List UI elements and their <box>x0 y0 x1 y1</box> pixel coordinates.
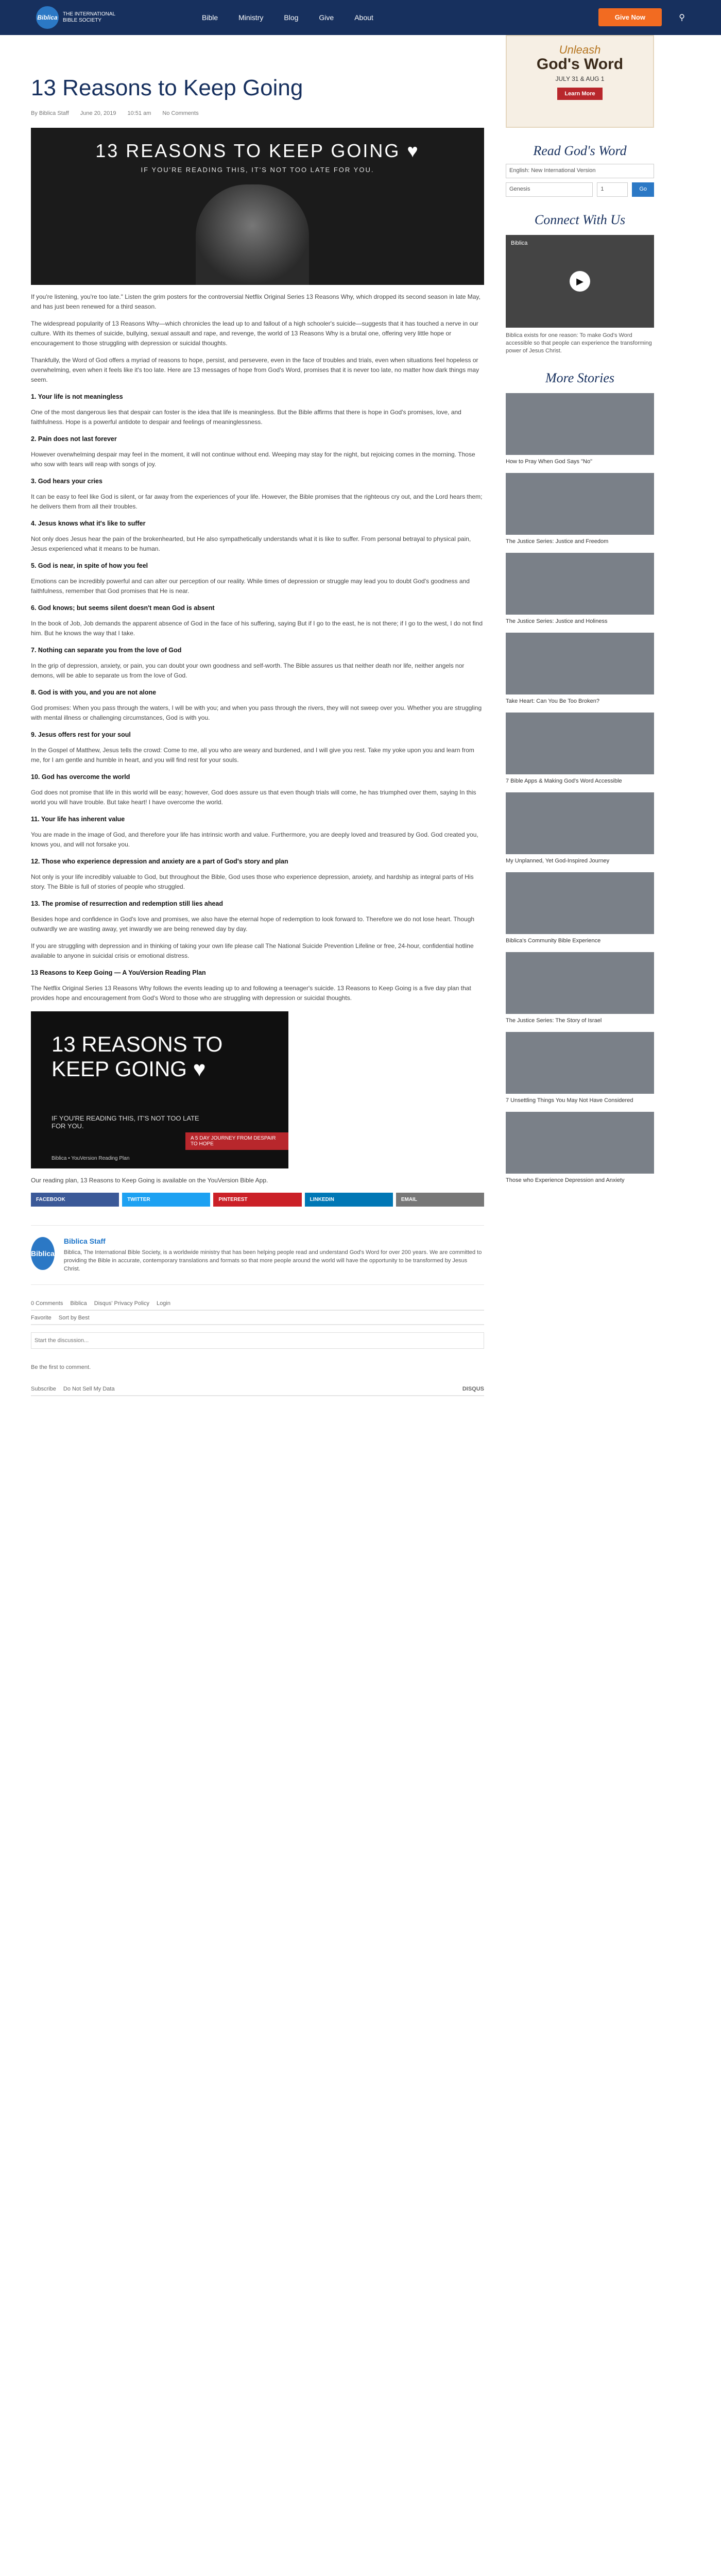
hero-image <box>31 128 484 285</box>
story-card[interactable] <box>506 393 654 466</box>
reason-paragraph: Besides hope and confidence in God's love and promises, we also have the eternal hope of redemption to look forward to. Therefore we do not lose heart. Though outwardly we are wasting away, yet inwardly we are being renewed day by day. <box>31 916 475 933</box>
story-title[interactable]: The Justice Series: Justice and Freedom <box>506 538 609 545</box>
book-select[interactable]: Genesis <box>506 182 593 197</box>
reason-paragraph: It can be easy to feel like God is silent, or far away from the experiences of your life. However, the Bible promises that the righteous cry out, and the Lord hears them; he delivers them from all their troubles. <box>31 493 483 510</box>
story-card[interactable] <box>506 952 654 1025</box>
story-title[interactable]: Biblica's Community Bible Experience <box>506 938 601 944</box>
reason-paragraph: Not only is your life incredibly valuable to God, but throughout the Bible, God uses those who experience depression, anxiety, and hardship as integral parts of His story. The Bible is full of stories of people who struggled. <box>31 873 474 890</box>
hero-image-title: 13 REASONS TO KEEP GOING ♥ <box>95 140 420 161</box>
intro-paragraph: The widespread popularity of 13 Reasons Why—which chronicles the lead up to and fallout of a high schooler's suicide—suggests that it has touched a nerve in our culture. With its themes of suicide, bullying, sexual assault and rape, and revenge, the world of 13 Reasons Why is a brutal one, offering very little hope or encouragement to those struggling with depression or suicidal thoughts. <box>31 320 478 347</box>
reason-paragraph: In the Gospel of Matthew, Jesus tells the crowd: Come to me, all you who are weary and burdened, and I will give you rest. Take my yoke upon you and learn from me, for I am gentle and humble in heart, and you will find rest for your souls. <box>31 747 474 764</box>
closing-paragraph: If you are struggling with depression and in thinking of taking your own life please call The National Suicide Prevention Lifeline or free, 24-hour, confidential hotline available to anyone in suicidal crisis or emotional distress. <box>31 942 474 959</box>
story-thumbnail[interactable] <box>506 473 654 535</box>
hero-photo-figure <box>196 184 309 285</box>
story-card[interactable] <box>506 633 654 705</box>
story-thumbnail[interactable] <box>506 1032 654 1094</box>
nav-item-blog[interactable]: Blog <box>284 13 299 22</box>
reason-paragraph: In the book of Job, Job demands the apparent absence of God in the face of his suffering, saying But if I go to the east, he is not there; if I go to the west, I do not find him. But he knows the way that I take. <box>31 620 483 637</box>
read-gods-word-heading: Read God's Word <box>533 143 627 158</box>
comment-count-link[interactable]: No Comments <box>162 110 199 116</box>
nav-item-give[interactable]: Give <box>319 13 334 22</box>
give-now-button[interactable]: Give Now <box>598 8 662 26</box>
comments-section <box>31 1300 484 1396</box>
reason-paragraph: In the grip of depression, anxiety, or pain, you can doubt your own goodness and self-worth. The Bible assures us that neither death nor life, neither angels nor demons, will be able to separate us from the love of God. <box>31 662 465 679</box>
story-title[interactable]: My Unplanned, Yet God-Inspired Journey <box>506 858 610 864</box>
article-body <box>31 292 484 1185</box>
avatar[interactable]: Biblica <box>31 1237 55 1270</box>
more-stories-heading: More Stories <box>545 370 615 385</box>
story-thumbnail[interactable] <box>506 872 654 934</box>
story-title[interactable]: The Justice Series: Justice and Holiness <box>506 618 608 624</box>
share-button-linkedin[interactable]: LINKEDIN <box>305 1193 393 1207</box>
privacy-link[interactable]: Disqus' Privacy Policy <box>94 1300 150 1307</box>
login-button[interactable]: Login <box>157 1300 170 1307</box>
reason-paragraph: One of the most dangerous lies that despair can foster is the idea that life is meaningless. But the Bible affirms that there is hope in God's promises, love, and faithfulness. Hope is a powerful antidote to despair and feelings of meaninglessness. <box>31 409 461 426</box>
article-meta <box>31 110 484 116</box>
video-embed[interactable] <box>506 235 654 328</box>
reason-heading: 8. God is with you, and you are not alone <box>31 689 157 696</box>
share-button-facebook[interactable]: FACEBOOK <box>31 1193 119 1207</box>
post-time: 10:51 am <box>127 110 151 116</box>
story-title[interactable]: 7 Unsettling Things You May Not Have Considered <box>506 1097 633 1104</box>
plan-image-badge: A 5 DAY JOURNEY FROM DESPAIR TO HOPE <box>185 1132 288 1150</box>
story-card[interactable] <box>506 553 654 625</box>
story-thumbnail[interactable] <box>506 393 654 455</box>
story-thumbnail[interactable] <box>506 553 654 615</box>
intro-paragraph: If you're listening, you're too late." Listen the grim posters for the controversial Netflix Original Series 13 Reasons Why, which dropped its second season in late May, and has just been renewed for a third season. <box>31 293 480 310</box>
reason-paragraph: Emotions can be incredibly powerful and can alter our perception of our reality. While times of depression or struggle may lead you to doubt God's goodness and faithfulness, remember that God promises that He is near. <box>31 578 470 595</box>
author-link[interactable]: By Biblica Staff <box>31 110 69 116</box>
story-title[interactable]: The Justice Series: The Story of Israel <box>506 1018 602 1024</box>
story-thumbnail[interactable] <box>506 1112 654 1174</box>
nav-item-about[interactable]: About <box>354 13 373 22</box>
story-thumbnail[interactable] <box>506 952 654 1014</box>
do-not-sell-link[interactable]: Do Not Sell My Data <box>63 1386 115 1392</box>
story-title[interactable]: Those who Experience Depression and Anxiety <box>506 1177 625 1183</box>
play-icon[interactable]: ▶ <box>570 271 590 292</box>
reason-paragraph: However overwhelming despair may feel in the moment, it will not continue without end. Weeping may stay for the night, but rejoicing comes in the morning. Those who sow with tears will reap with songs of joy. <box>31 451 475 468</box>
sort-dropdown[interactable]: Sort by Best <box>58 1315 90 1321</box>
reason-heading: 13. The promise of resurrection and redemption still lies ahead <box>31 900 224 907</box>
story-title[interactable]: 7 Bible Apps & Making God's Word Accessible <box>506 778 622 784</box>
story-card[interactable] <box>506 792 654 865</box>
reason-heading: 6. God knows; but seems silent doesn't mean God is absent <box>31 604 215 612</box>
go-button[interactable]: Go <box>632 182 654 197</box>
share-bar <box>31 1193 484 1207</box>
story-card[interactable] <box>506 1112 654 1184</box>
share-button-email[interactable]: EMAIL <box>396 1193 484 1207</box>
favorite-button[interactable]: Favorite <box>31 1315 52 1321</box>
reason-heading: 10. God has overcome the world <box>31 773 130 781</box>
comment-input[interactable] <box>31 1332 484 1349</box>
reading-plan-image[interactable] <box>31 1011 288 1168</box>
reasons-list <box>31 393 484 934</box>
post-date: June 20, 2019 <box>80 110 116 116</box>
story-card[interactable] <box>506 872 654 945</box>
logo-text: THE INTERNATIONAL BIBLE SOCIETY <box>63 11 115 23</box>
event-ad[interactable] <box>506 35 654 128</box>
reason-heading: 3. God hears your cries <box>31 478 102 485</box>
ad-dates: JULY 31 & AUG 1 <box>555 75 605 82</box>
biblica-logo[interactable] <box>36 6 119 29</box>
site-name[interactable]: Biblica <box>70 1300 87 1307</box>
reason-paragraph: You are made in the image of God, and therefore your life has intrinsic worth and value. Furthermore, you are deeply loved and treasured by God. God created you, knows you, and will not forsake you. <box>31 831 478 848</box>
author-name[interactable]: Biblica Staff <box>63 1237 106 1245</box>
ad-line-1: Unleash <box>559 43 601 56</box>
author-box <box>31 1225 484 1285</box>
version-select[interactable]: English: New International Version <box>506 164 654 178</box>
reason-heading: 7. Nothing can separate you from the love of God <box>31 647 182 654</box>
plan-image-title: 13 REASONS TO KEEP GOING ♥ <box>52 1032 223 1081</box>
connect-heading: Connect With Us <box>534 212 626 227</box>
comment-count: 0 Comments <box>31 1300 63 1307</box>
plan-image-brand: Biblica • YouVersion Reading Plan <box>52 1156 130 1161</box>
plan-caption: Our reading plan, 13 Reasons to Keep Going is available on the YouVersion Bible App. <box>31 1177 268 1184</box>
reason-paragraph: God promises: When you pass through the waters, I will be with you; and when you pass through the rivers, they will not sweep over you. Whether you are struggling with mental illness or challenging circumstances, God is with you. <box>31 704 482 721</box>
video-title: Biblica <box>511 240 528 246</box>
ad-cta-button[interactable]: Learn More <box>557 88 602 100</box>
article-title: 13 Reasons to Keep Going <box>31 75 303 100</box>
nav-item-bible[interactable]: Bible <box>202 13 218 22</box>
ad-line-2: God's Word <box>536 56 624 73</box>
author-description: Biblica, The International Bible Society, is a worldwide ministry that has been helping people read and understand God's Word for over 200 years. We are committed to providing the Bible in accurate, contemporary translations and formats so that more people around the world will have the opportunity to be transformed by Jesus Christ. <box>63 1249 482 1272</box>
share-button-twitter[interactable]: TWITTER <box>122 1193 210 1207</box>
story-card[interactable] <box>506 713 654 785</box>
intro-paragraph: Thankfully, the Word of God offers a myriad of reasons to hope, persist, and persevere, even in the face of troubles and trials, even when situations feel hopeless or overwhelming, even when it feels like it's too late. Here are 13 messages of hope from God's Word, promises that it is never too late, no matter how dark things may seem. <box>31 357 479 383</box>
hero-image-subtitle: IF YOU'RE READING THIS, IT'S NOT TOO LATE FOR YOU. <box>141 166 374 174</box>
stories-list <box>506 393 654 1184</box>
nav-item-ministry[interactable]: Ministry <box>238 13 264 22</box>
reason-heading: 12. Those who experience depression and anxiety are a part of God's story and plan <box>31 858 288 865</box>
search-icon[interactable]: ⚲ <box>679 13 685 22</box>
empty-comments: Be the first to comment. <box>31 1364 91 1370</box>
story-thumbnail[interactable] <box>506 633 654 694</box>
reason-paragraph: God does not promise that life in this world will be easy; however, God does assure us that even though trials will come, he has triumphed over them, saying In this world you will have trouble. But take heart! I have overcome the world. <box>31 789 476 806</box>
plan-heading: 13 Reasons to Keep Going — A YouVersion Reading Plan <box>31 969 206 976</box>
story-title[interactable]: Take Heart: Can You Be Too Broken? <box>506 698 600 704</box>
story-card[interactable] <box>506 473 654 546</box>
reason-heading: 2. Pain does not last forever <box>31 435 117 443</box>
share-button-pinterest[interactable]: PINTEREST <box>213 1193 301 1207</box>
reason-heading: 1. Your life is not meaningless <box>31 393 123 400</box>
sidebar <box>506 35 654 1184</box>
reason-heading: 11. Your life has inherent value <box>31 816 125 823</box>
reason-heading: 5. God is near, in spite of how you feel <box>31 562 148 569</box>
reason-paragraph: Not only does Jesus hear the pain of the brokenhearted, but He also sympathetically understands what it is like to suffer. From personal betrayal to physical pain, Jesus experienced what it means to be human. <box>31 535 471 552</box>
reason-heading: 4. Jesus knows what it's like to suffer <box>31 520 146 527</box>
story-thumbnail[interactable] <box>506 713 654 774</box>
disqus-logo[interactable]: DISQUS <box>462 1386 484 1392</box>
plan-description: The Netflix Original Series 13 Reasons Why follows the events leading up to and following a teenager's suicide. 13 Reasons to Keep Going is a five day plan that provides hope and encouragement from God's Word to those who are struggling with depression or suicidal thoughts. <box>31 985 471 1002</box>
site-header <box>0 0 721 35</box>
story-thumbnail[interactable] <box>506 792 654 854</box>
main-nav <box>202 13 373 22</box>
story-title[interactable]: How to Pray When God Says "No" <box>506 459 592 465</box>
plan-image-subtitle: IF YOU'RE READING THIS, IT'S NOT TOO LATE FOR YOU. <box>52 1114 199 1130</box>
chapter-select[interactable]: 1 <box>597 182 628 197</box>
logo-mark: Biblica <box>36 6 59 29</box>
subscribe-link[interactable]: Subscribe <box>31 1386 56 1392</box>
story-card[interactable] <box>506 1032 654 1105</box>
article-main <box>31 35 484 1396</box>
video-caption: Biblica exists for one reason: To make God's Word accessible so that people can experience the transforming power of Jesus Christ. <box>506 332 652 354</box>
reason-heading: 9. Jesus offers rest for your soul <box>31 731 131 738</box>
